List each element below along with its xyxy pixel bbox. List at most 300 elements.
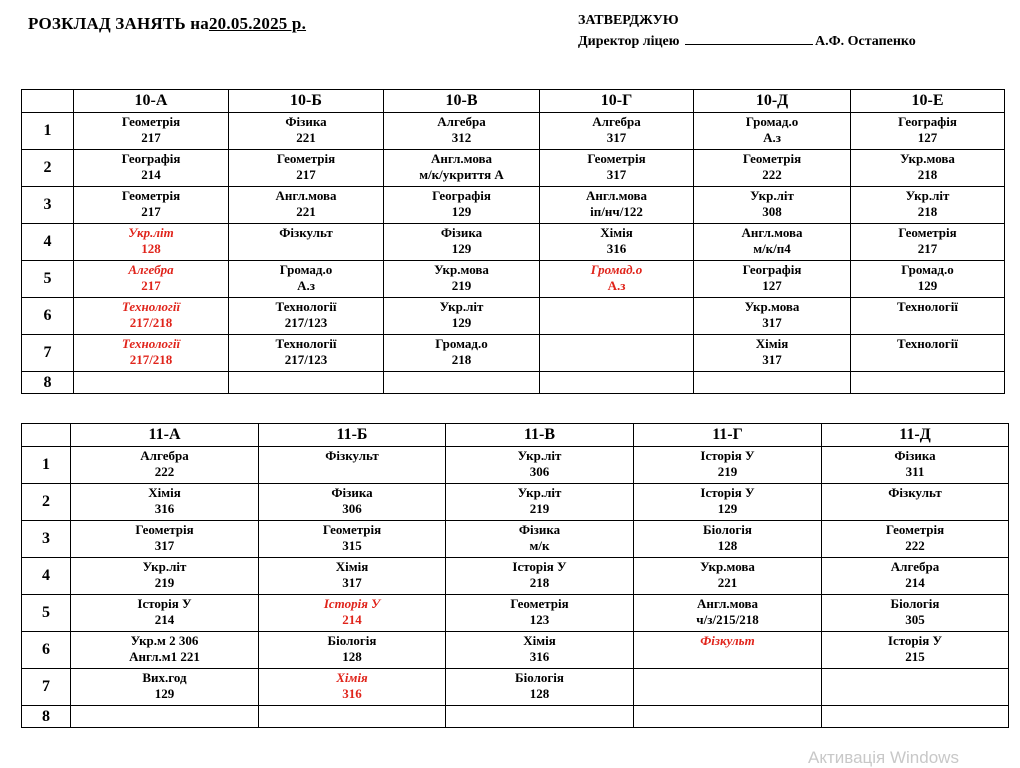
subject-name: Геометрія [121,114,181,129]
lesson-cell [229,187,384,224]
lesson-entry [74,298,228,331]
table-row [22,150,1005,187]
table-header-row [22,424,1009,447]
lesson-cell [384,113,540,150]
lesson-cell [384,335,540,372]
lesson-cell [694,298,851,335]
lesson-cell [540,372,694,394]
lesson-cell [851,224,1005,261]
room-number: 219 [451,278,472,293]
lesson-entry [74,224,228,257]
lesson-cell [446,484,634,521]
lesson-entry [822,521,1008,554]
subject-name: Фізкульт [888,485,942,500]
lesson-entry [71,669,258,702]
lesson-entry [540,261,693,294]
lesson-cell [446,632,634,669]
table-row [22,113,1005,150]
room-number: 306 [529,464,550,479]
room-number: 312 [451,130,472,145]
lesson-entry [634,558,821,591]
room-number: ч/з/215/218 [696,612,759,627]
lesson-entry [540,335,693,336]
lesson-cell [822,447,1009,484]
lesson-cell [634,595,822,632]
lesson-cell [74,224,229,261]
subject-name: Укр.літ [142,559,187,574]
lesson-entry [229,187,383,220]
lesson-entry [71,595,258,628]
lesson-entry [694,335,850,368]
room-number: 219 [154,575,175,590]
room-number: 218 [917,204,938,219]
lesson-cell [71,669,259,706]
table-header-row [22,90,1005,113]
room-number: 214 [905,575,925,590]
room-number: 127 [917,130,938,145]
lesson-number: 5 [22,595,71,632]
subject-name: Історія У [887,633,943,648]
lesson-entry [634,484,821,517]
lesson-number: 6 [22,632,71,669]
room-number: 129 [451,315,472,330]
lesson-entry [446,484,633,517]
lesson-cell [446,595,634,632]
room-number: 316 [154,501,175,516]
lesson-cell [634,706,822,728]
lesson-entry [851,150,1004,183]
lesson-cell [446,447,634,484]
lesson-cell [634,632,822,669]
lesson-entry [384,150,539,183]
lesson-number: 8 [22,706,71,728]
room-number: 214 [154,612,175,627]
subject-name: Громад.о [435,336,488,351]
subject-name: Хімія [335,559,369,574]
subject-name: Біологія [327,633,377,648]
lesson-cell [822,632,1009,669]
lesson-entry [229,261,383,294]
lesson-entry [540,113,693,146]
room-number: 221 [296,204,316,219]
room-number: м/к [529,538,550,553]
subject-name: Географія [742,262,802,277]
subject-name: Вих.год [142,670,187,685]
lesson-cell [71,595,259,632]
room-number: 129 [917,278,938,293]
corner-cell [22,90,74,113]
subject-name: Фізика [894,448,936,463]
subject-name: Укр.літ [517,448,562,463]
lesson-cell [694,150,851,187]
subject-name: Технології [897,336,958,351]
room-number: іп/нч/122 [590,204,643,219]
subject-name: Геометрія [587,151,646,166]
lesson-cell [851,187,1005,224]
room-number: 217 [141,130,161,145]
lesson-cell [540,224,694,261]
lesson-entry [634,521,821,554]
lesson-cell [634,447,822,484]
subject-name: Географія [432,188,491,203]
class-header: 11-Г [634,424,822,447]
lesson-number: 2 [22,484,71,521]
lesson-entry [446,706,633,707]
lesson-cell [822,484,1009,521]
class-header: 10-Б [229,90,384,113]
room-number: 129 [717,501,738,516]
subject-name: Укр.літ [128,225,174,240]
lesson-number: 5 [22,261,74,298]
schedule-table-10 [21,89,1005,394]
lesson-cell [540,298,694,335]
subject-name: Географія [121,151,181,166]
lesson-cell [229,298,384,335]
windows-activation-watermark: Активація Windows [808,748,959,767]
lesson-cell [851,372,1005,394]
room-number: 128 [717,538,738,553]
lesson-cell [259,706,446,728]
table-row [22,447,1009,484]
subject-name: Укр.мова [700,559,755,574]
subject-name: Технології [897,299,958,314]
room-number: 217 [141,278,161,293]
lesson-cell [540,261,694,298]
room-number: 217/218 [129,315,173,330]
lesson-cell [384,187,540,224]
subject-name: Хімія [148,485,181,500]
lesson-entry [71,706,258,707]
lesson-cell [71,484,259,521]
lesson-cell [822,521,1009,558]
room-number: 215 [905,649,925,664]
subject-name: Хімія [336,670,368,685]
subject-name: Хімія [523,633,556,648]
subject-name: Геометрія [510,596,569,611]
subject-name: Фізика [518,522,561,537]
lesson-cell [540,113,694,150]
director-line [578,31,916,52]
lesson-cell [259,558,446,595]
lesson-cell [822,669,1009,706]
lesson-cell [446,669,634,706]
lesson-cell [71,447,259,484]
subject-name: Геометрія [885,522,945,537]
room-number: 129 [451,241,472,256]
lesson-entry [634,447,821,480]
lesson-cell [259,447,446,484]
class-header: 10-Г [540,90,694,113]
room-number: 222 [154,464,175,479]
title-date: 20.05.2025 р. [208,14,307,33]
room-number: 317 [606,130,627,145]
room-number: 217 [296,167,316,182]
lesson-cell [259,595,446,632]
lesson-cell [822,706,1009,728]
lesson-entry [259,521,445,554]
lesson-cell [229,224,384,261]
subject-name: Громад.о [590,262,643,277]
lesson-cell [229,261,384,298]
subject-name: Англ.мова [741,225,803,240]
subject-name: Геометрія [276,151,336,166]
class-header: 10-А [74,90,229,113]
room-number: А.з [607,278,626,293]
subject-name: Біологія [703,522,752,537]
subject-name: Фізкульт [325,448,379,463]
lesson-number: 3 [22,187,74,224]
table-row [22,298,1005,335]
lesson-entry [540,372,693,373]
table-row [22,669,1009,706]
lesson-number: 8 [22,372,74,394]
lesson-entry [694,372,850,373]
subject-name: Фізкульт [700,633,755,648]
table-row [22,632,1009,669]
lesson-cell [384,261,540,298]
lesson-cell [851,335,1005,372]
lesson-cell [446,558,634,595]
room-number: 305 [905,612,925,627]
lesson-entry [540,187,693,220]
lesson-entry [71,632,258,665]
lesson-entry [384,298,539,331]
subject-name: Геометрія [742,151,802,166]
lesson-cell [229,150,384,187]
lesson-entry [851,372,1004,373]
lesson-cell [694,372,851,394]
room-number: 217/123 [284,352,328,367]
room-number: 214 [342,612,362,627]
subject-name: Технології [121,299,181,314]
title-prep: на [190,14,209,33]
subject-name: Укр.мова [434,262,489,277]
lesson-cell [384,298,540,335]
lesson-number: 1 [22,447,71,484]
lesson-entry [71,558,258,591]
lesson-entry [384,335,539,368]
lesson-number: 4 [22,558,71,595]
lesson-entry [851,298,1004,315]
table-row [22,484,1009,521]
lesson-entry [259,706,445,707]
lesson-entry [74,372,228,373]
lesson-cell [229,335,384,372]
lesson-entry [694,224,850,257]
subject-name: Хімія [600,225,633,240]
subject-name: Укр.літ [750,188,794,203]
class-header: 11-В [446,424,634,447]
room-number: 316 [529,649,550,664]
lesson-entry [229,335,383,368]
subject-name: Алгебра [128,262,174,277]
room-number: 317 [606,167,627,182]
subject-name: Історія У [700,448,755,463]
room-number: 218 [917,167,938,182]
subject-name: Алгебра [140,448,189,463]
subject-name: Хімія [755,336,789,351]
subject-name: Укр.мова [900,151,955,166]
lesson-number: 7 [22,335,74,372]
corner-cell [22,424,71,447]
lesson-cell [694,113,851,150]
room-number: 219 [529,501,550,516]
subject-name: Біологія [890,596,940,611]
lesson-cell [74,150,229,187]
lesson-entry [74,187,228,220]
subject-name: Технології [121,336,181,351]
subject-name: Фізика [285,114,327,129]
lesson-entry [74,150,228,183]
lesson-cell [634,521,822,558]
lesson-entry [74,113,228,146]
lesson-entry [259,632,445,665]
lesson-entry [634,669,821,670]
room-number: 315 [342,538,362,553]
schedule-table-11 [21,423,1009,728]
lesson-entry [634,706,821,707]
lesson-entry [822,632,1008,665]
room-number: 218 [529,575,550,590]
subject-name: Фізика [440,225,483,240]
subject-name: Громад.о [745,114,799,129]
lesson-cell [71,558,259,595]
subject-name: Англ.мова [696,596,759,611]
room-number: 317 [762,352,782,367]
lesson-cell [851,298,1005,335]
room-number: 316 [342,686,362,701]
subject-name: Геометрія [135,522,194,537]
lesson-cell [71,706,259,728]
lesson-entry [384,113,539,146]
subject-name: Алгебра [592,114,641,129]
subject-name: Технології [275,336,337,351]
subject-name: Алгебра [890,559,940,574]
signature-line [685,32,813,45]
room-number: 221 [717,575,738,590]
lesson-cell [74,187,229,224]
lesson-entry [74,335,228,368]
lesson-entry [446,632,633,665]
lesson-entry [694,150,850,183]
room-number: 128 [141,241,161,256]
lesson-cell [634,558,822,595]
lesson-entry [822,484,1008,501]
lesson-cell [634,669,822,706]
lesson-entry [229,150,383,183]
room-number: Англ.м1 221 [129,649,200,664]
lesson-cell [259,669,446,706]
lesson-number: 6 [22,298,74,335]
table-row [22,187,1005,224]
subject-name: Історія У [137,596,192,611]
title-text: РОЗКЛАД ЗАНЯТЬ [28,14,186,33]
lesson-cell [446,706,634,728]
lesson-cell [384,224,540,261]
room-number: 219 [717,464,738,479]
lesson-cell [74,113,229,150]
lesson-entry [384,224,539,257]
lesson-cell [851,261,1005,298]
lesson-entry [851,335,1004,352]
lesson-number: 2 [22,150,74,187]
table-row [22,335,1005,372]
room-number: 311 [905,464,925,479]
lesson-entry [540,298,693,299]
table-row [22,261,1005,298]
room-number: 214 [141,167,161,182]
approve-label: ЗАТВЕРДЖУЮ [578,13,679,28]
lesson-entry [259,558,445,591]
lesson-cell [694,224,851,261]
lesson-entry [851,224,1004,257]
lesson-entry [822,447,1008,480]
lesson-cell [229,372,384,394]
lesson-cell [822,595,1009,632]
subject-name: Історія У [512,559,567,574]
table-row [22,372,1005,394]
room-number: 129 [154,686,175,701]
lesson-entry [822,669,1008,670]
lesson-number: 7 [22,669,71,706]
director-label: Директор ліцею [578,34,680,49]
room-number: 123 [529,612,550,627]
lesson-cell [384,150,540,187]
subject-name: Укр.м 2 306 [130,633,199,648]
room-number: 317 [762,315,782,330]
lesson-cell [74,372,229,394]
table-row [22,521,1009,558]
lesson-cell [540,187,694,224]
subject-name: Історія У [323,596,381,611]
subject-name: Геометрія [898,225,957,240]
room-number: 308 [762,204,782,219]
room-number: 222 [905,538,925,553]
room-number: 317 [342,575,362,590]
table-row [22,595,1009,632]
approval-block [578,10,916,52]
lesson-cell [71,521,259,558]
lesson-entry [822,558,1008,591]
lesson-entry [229,372,383,373]
lesson-entry [446,447,633,480]
subject-name: Укр.літ [517,485,562,500]
table-row [22,224,1005,261]
lesson-entry [229,224,383,241]
room-number: 317 [154,538,175,553]
lesson-entry [540,224,693,257]
lesson-cell [259,632,446,669]
subject-name: Укр.мова [744,299,800,314]
subject-name: Геометрія [322,522,382,537]
subject-name: Англ.мова [275,188,337,203]
lesson-number: 3 [22,521,71,558]
room-number: А.з [297,278,315,293]
lesson-entry [71,484,258,517]
subject-name: Алгебра [437,114,486,129]
room-number: м/к/укриття А [419,167,504,182]
lesson-entry [384,187,539,220]
class-header: 10-Д [694,90,851,113]
room-number: 306 [342,501,362,516]
room-number: 222 [762,167,782,182]
lesson-entry [694,261,850,294]
lesson-cell [851,150,1005,187]
lesson-cell [384,372,540,394]
lesson-entry [71,521,258,554]
lesson-entry [822,595,1008,628]
lesson-entry [446,669,633,702]
